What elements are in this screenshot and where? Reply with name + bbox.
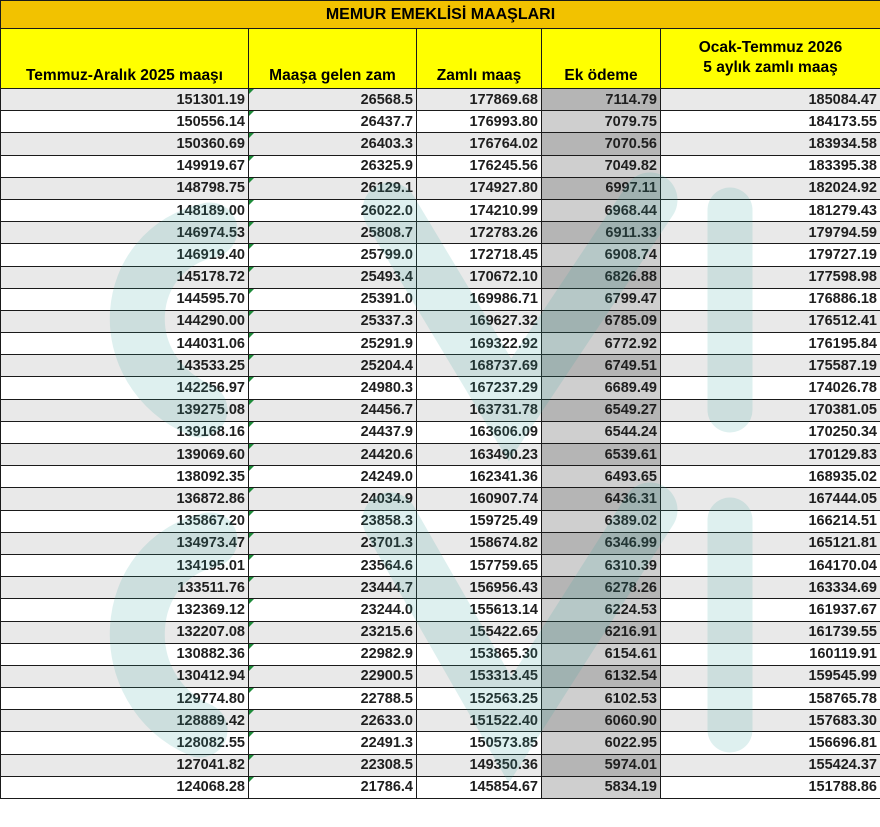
cell-temmuz-aralik-2025[interactable]: 130882.36 — [1, 643, 249, 665]
cell-maasa-gelen-zam[interactable]: 24420.6 — [249, 444, 417, 466]
cell-zamli-maas[interactable]: 153313.45 — [417, 665, 542, 687]
table-row — [1, 155, 880, 177]
cell-temmuz-aralik-2025[interactable]: 151301.19 — [1, 89, 249, 111]
cell-ek-odeme[interactable]: 5974.01 — [542, 754, 661, 776]
table-row — [1, 577, 880, 599]
cell-zamli-maas[interactable]: 151522.40 — [417, 710, 542, 732]
header-temmuz-aralik-2025[interactable]: Temmuz-Aralık 2025 maaşı — [1, 29, 249, 89]
table-row — [1, 621, 880, 643]
cell-maasa-gelen-zam[interactable]: 22900.5 — [249, 665, 417, 687]
cell-ocak-temmuz-2026[interactable]: 182024.92 — [661, 177, 880, 199]
cell-maasa-gelen-zam[interactable]: 26568.5 — [249, 89, 417, 111]
cell-maasa-gelen-zam[interactable]: 25799.0 — [249, 244, 417, 266]
cell-ocak-temmuz-2026[interactable]: 179794.59 — [661, 222, 880, 244]
cell-zamli-maas[interactable]: 159725.49 — [417, 510, 542, 532]
cell-zamli-maas[interactable]: 169322.92 — [417, 333, 542, 355]
table-row — [1, 399, 880, 421]
cell-ocak-temmuz-2026[interactable]: 176886.18 — [661, 288, 880, 310]
cell-temmuz-aralik-2025[interactable]: 150556.14 — [1, 111, 249, 133]
table-row — [1, 421, 880, 443]
cell-temmuz-aralik-2025[interactable]: 144290.00 — [1, 310, 249, 332]
cell-temmuz-aralik-2025[interactable]: 134195.01 — [1, 554, 249, 576]
header-zamli-maas[interactable]: Zamlı maaş — [417, 29, 542, 89]
cell-ek-odeme[interactable]: 6772.92 — [542, 333, 661, 355]
cell-ek-odeme[interactable]: 6908.74 — [542, 244, 661, 266]
table-row — [1, 333, 880, 355]
cell-maasa-gelen-zam[interactable]: 26022.0 — [249, 199, 417, 221]
header-maasa-gelen-zam[interactable]: Maaşa gelen zam — [249, 29, 417, 89]
cell-temmuz-aralik-2025[interactable]: 127041.82 — [1, 754, 249, 776]
cell-ocak-temmuz-2026[interactable]: 175587.19 — [661, 355, 880, 377]
cell-maasa-gelen-zam[interactable]: 23244.0 — [249, 599, 417, 621]
title-row — [1, 1, 880, 29]
cell-zamli-maas[interactable]: 152563.25 — [417, 688, 542, 710]
cell-zamli-maas[interactable]: 155613.14 — [417, 599, 542, 621]
cell-ek-odeme[interactable]: 6132.54 — [542, 665, 661, 687]
cell-ek-odeme[interactable]: 6826.88 — [542, 266, 661, 288]
cell-temmuz-aralik-2025[interactable]: 132369.12 — [1, 599, 249, 621]
cell-temmuz-aralik-2025[interactable]: 133511.76 — [1, 577, 249, 599]
cell-ocak-temmuz-2026[interactable]: 170381.05 — [661, 399, 880, 421]
cell-temmuz-aralik-2025[interactable]: 128889.42 — [1, 710, 249, 732]
cell-ek-odeme[interactable]: 6689.49 — [542, 377, 661, 399]
cell-temmuz-aralik-2025[interactable]: 144595.70 — [1, 288, 249, 310]
cell-ocak-temmuz-2026[interactable]: 183934.58 — [661, 133, 880, 155]
cell-zamli-maas[interactable]: 162341.36 — [417, 466, 542, 488]
cell-ek-odeme[interactable]: 6022.95 — [542, 732, 661, 754]
cell-ek-odeme[interactable]: 7114.79 — [542, 89, 661, 111]
table-row — [1, 488, 880, 510]
cell-maasa-gelen-zam[interactable]: 25337.3 — [249, 310, 417, 332]
cell-temmuz-aralik-2025[interactable]: 143533.25 — [1, 355, 249, 377]
cell-zamli-maas[interactable]: 176245.56 — [417, 155, 542, 177]
cell-ek-odeme[interactable]: 6216.91 — [542, 621, 661, 643]
cell-zamli-maas[interactable]: 163606.09 — [417, 421, 542, 443]
cell-temmuz-aralik-2025[interactable]: 149919.67 — [1, 155, 249, 177]
table-row — [1, 643, 880, 665]
header-ocak-temmuz-2026-line2: 5 aylık zamlı maaş — [703, 58, 838, 76]
cell-maasa-gelen-zam[interactable]: 24980.3 — [249, 377, 417, 399]
cell-temmuz-aralik-2025[interactable]: 148189.00 — [1, 199, 249, 221]
cell-zamli-maas[interactable]: 169627.32 — [417, 310, 542, 332]
table-row — [1, 688, 880, 710]
table-row — [1, 355, 880, 377]
cell-zamli-maas[interactable]: 153865.30 — [417, 643, 542, 665]
cell-ocak-temmuz-2026[interactable]: 179727.19 — [661, 244, 880, 266]
header-ocak-temmuz-2026-line1: Ocak-Temmuz 2026 — [698, 38, 843, 56]
cell-ek-odeme[interactable]: 5834.19 — [542, 776, 661, 798]
cell-maasa-gelen-zam[interactable]: 25204.4 — [249, 355, 417, 377]
cell-maasa-gelen-zam[interactable]: 25493.4 — [249, 266, 417, 288]
table-row — [1, 133, 880, 155]
cell-zamli-maas[interactable]: 176993.80 — [417, 111, 542, 133]
table-row — [1, 532, 880, 554]
cell-maasa-gelen-zam[interactable]: 24249.0 — [249, 466, 417, 488]
cell-maasa-gelen-zam[interactable]: 24437.9 — [249, 421, 417, 443]
table-row — [1, 732, 880, 754]
cell-temmuz-aralik-2025[interactable]: 124068.28 — [1, 776, 249, 798]
cell-ocak-temmuz-2026[interactable]: 155424.37 — [661, 754, 880, 776]
cell-ek-odeme[interactable]: 7070.56 — [542, 133, 661, 155]
cell-maasa-gelen-zam[interactable]: 22982.9 — [249, 643, 417, 665]
cell-zamli-maas[interactable]: 150573.85 — [417, 732, 542, 754]
cell-temmuz-aralik-2025[interactable]: 129774.80 — [1, 688, 249, 710]
table-row — [1, 111, 880, 133]
cell-ek-odeme[interactable]: 6389.02 — [542, 510, 661, 532]
cell-maasa-gelen-zam[interactable]: 23444.7 — [249, 577, 417, 599]
cell-ocak-temmuz-2026[interactable]: 166214.51 — [661, 510, 880, 532]
cell-ocak-temmuz-2026[interactable]: 170129.83 — [661, 444, 880, 466]
cell-zamli-maas[interactable]: 174927.80 — [417, 177, 542, 199]
table-row — [1, 665, 880, 687]
cell-maasa-gelen-zam[interactable]: 21786.4 — [249, 776, 417, 798]
cell-zamli-maas[interactable]: 163731.78 — [417, 399, 542, 421]
cell-ocak-temmuz-2026[interactable]: 160119.91 — [661, 643, 880, 665]
cell-ek-odeme[interactable]: 6785.09 — [542, 310, 661, 332]
cell-maasa-gelen-zam[interactable]: 26437.7 — [249, 111, 417, 133]
cell-zamli-maas[interactable]: 163490.23 — [417, 444, 542, 466]
cell-temmuz-aralik-2025[interactable]: 135867.20 — [1, 510, 249, 532]
cell-ek-odeme[interactable]: 6102.53 — [542, 688, 661, 710]
cell-temmuz-aralik-2025[interactable]: 146974.53 — [1, 222, 249, 244]
cell-ocak-temmuz-2026[interactable]: 176195.84 — [661, 333, 880, 355]
table-row — [1, 266, 880, 288]
table-row — [1, 776, 880, 798]
cell-maasa-gelen-zam[interactable]: 25291.9 — [249, 333, 417, 355]
cell-maasa-gelen-zam[interactable]: 22633.0 — [249, 710, 417, 732]
cell-ek-odeme[interactable]: 6346.99 — [542, 532, 661, 554]
cell-ocak-temmuz-2026[interactable]: 176512.41 — [661, 310, 880, 332]
cell-zamli-maas[interactable]: 149350.36 — [417, 754, 542, 776]
cell-zamli-maas[interactable]: 174210.99 — [417, 199, 542, 221]
table-row — [1, 288, 880, 310]
cell-zamli-maas[interactable]: 167237.29 — [417, 377, 542, 399]
cell-temmuz-aralik-2025[interactable]: 146919.40 — [1, 244, 249, 266]
cell-ek-odeme[interactable]: 6310.39 — [542, 554, 661, 576]
cell-ocak-temmuz-2026[interactable]: 181279.43 — [661, 199, 880, 221]
cell-temmuz-aralik-2025[interactable]: 139168.16 — [1, 421, 249, 443]
cell-maasa-gelen-zam[interactable]: 23858.3 — [249, 510, 417, 532]
table-row — [1, 554, 880, 576]
cell-zamli-maas[interactable]: 169986.71 — [417, 288, 542, 310]
cell-ocak-temmuz-2026[interactable]: 163334.69 — [661, 577, 880, 599]
cell-ek-odeme[interactable]: 6278.26 — [542, 577, 661, 599]
cell-ek-odeme[interactable]: 6060.90 — [542, 710, 661, 732]
cell-zamli-maas[interactable]: 155422.65 — [417, 621, 542, 643]
table-row — [1, 599, 880, 621]
cell-maasa-gelen-zam[interactable]: 23701.3 — [249, 532, 417, 554]
cell-zamli-maas[interactable]: 160907.74 — [417, 488, 542, 510]
cell-ocak-temmuz-2026[interactable]: 165121.81 — [661, 532, 880, 554]
cell-zamli-maas[interactable]: 158674.82 — [417, 532, 542, 554]
table-body — [1, 89, 880, 799]
cell-ocak-temmuz-2026[interactable]: 174026.78 — [661, 377, 880, 399]
cell-ek-odeme[interactable]: 6911.33 — [542, 222, 661, 244]
table-row — [1, 89, 880, 111]
cell-temmuz-aralik-2025[interactable]: 150360.69 — [1, 133, 249, 155]
cell-zamli-maas[interactable]: 170672.10 — [417, 266, 542, 288]
cell-temmuz-aralik-2025[interactable]: 148798.75 — [1, 177, 249, 199]
cell-maasa-gelen-zam[interactable]: 22491.3 — [249, 732, 417, 754]
cell-temmuz-aralik-2025[interactable]: 134973.47 — [1, 532, 249, 554]
cell-maasa-gelen-zam[interactable]: 26325.9 — [249, 155, 417, 177]
cell-temmuz-aralik-2025[interactable]: 136872.86 — [1, 488, 249, 510]
table-row — [1, 310, 880, 332]
cell-ocak-temmuz-2026[interactable]: 168935.02 — [661, 466, 880, 488]
cell-temmuz-aralik-2025[interactable]: 142256.97 — [1, 377, 249, 399]
cell-maasa-gelen-zam[interactable]: 23215.6 — [249, 621, 417, 643]
table-row — [1, 177, 880, 199]
cell-temmuz-aralik-2025[interactable]: 145178.72 — [1, 266, 249, 288]
cell-ocak-temmuz-2026[interactable]: 151788.86 — [661, 776, 880, 798]
table-row — [1, 199, 880, 221]
table-row — [1, 710, 880, 732]
table-title[interactable]: MEMUR EMEKLİSİ MAAŞLARI — [1, 1, 880, 29]
cell-temmuz-aralik-2025[interactable]: 139275.08 — [1, 399, 249, 421]
cell-ek-odeme[interactable]: 6224.53 — [542, 599, 661, 621]
cell-ek-odeme[interactable]: 6544.24 — [542, 421, 661, 443]
cell-ek-odeme[interactable]: 6436.31 — [542, 488, 661, 510]
cell-ocak-temmuz-2026[interactable]: 167444.05 — [661, 488, 880, 510]
cell-ocak-temmuz-2026[interactable]: 161937.67 — [661, 599, 880, 621]
cell-maasa-gelen-zam[interactable]: 25391.0 — [249, 288, 417, 310]
cell-zamli-maas[interactable]: 168737.69 — [417, 355, 542, 377]
table-row — [1, 754, 880, 776]
cell-ocak-temmuz-2026[interactable]: 185084.47 — [661, 89, 880, 111]
cell-ocak-temmuz-2026[interactable]: 184173.55 — [661, 111, 880, 133]
header-row — [1, 29, 880, 89]
cell-maasa-gelen-zam[interactable]: 26129.1 — [249, 177, 417, 199]
header-ek-odeme[interactable]: Ek ödeme — [542, 29, 661, 89]
table-row — [1, 377, 880, 399]
cell-ocak-temmuz-2026[interactable]: 161739.55 — [661, 621, 880, 643]
cell-maasa-gelen-zam[interactable]: 22788.5 — [249, 688, 417, 710]
cell-temmuz-aralik-2025[interactable]: 144031.06 — [1, 333, 249, 355]
cell-temmuz-aralik-2025[interactable]: 132207.08 — [1, 621, 249, 643]
table-row — [1, 510, 880, 532]
cell-zamli-maas[interactable]: 176764.02 — [417, 133, 542, 155]
cell-ocak-temmuz-2026[interactable]: 183395.38 — [661, 155, 880, 177]
cell-temmuz-aralik-2025[interactable]: 138092.35 — [1, 466, 249, 488]
cell-zamli-maas[interactable]: 172718.45 — [417, 244, 542, 266]
cell-ek-odeme[interactable]: 6799.47 — [542, 288, 661, 310]
cell-zamli-maas[interactable]: 157759.65 — [417, 554, 542, 576]
cell-ek-odeme[interactable]: 7079.75 — [542, 111, 661, 133]
cell-ek-odeme[interactable]: 6549.27 — [542, 399, 661, 421]
cell-maasa-gelen-zam[interactable]: 25808.7 — [249, 222, 417, 244]
cell-maasa-gelen-zam[interactable]: 24034.9 — [249, 488, 417, 510]
cell-maasa-gelen-zam[interactable]: 23564.6 — [249, 554, 417, 576]
cell-ek-odeme[interactable]: 6749.51 — [542, 355, 661, 377]
cell-maasa-gelen-zam[interactable]: 24456.7 — [249, 399, 417, 421]
header-ocak-temmuz-2026[interactable] — [661, 29, 880, 89]
cell-ek-odeme[interactable]: 6968.44 — [542, 199, 661, 221]
cell-ek-odeme[interactable]: 6154.61 — [542, 643, 661, 665]
cell-zamli-maas[interactable]: 177869.68 — [417, 89, 542, 111]
cell-ocak-temmuz-2026[interactable]: 156696.81 — [661, 732, 880, 754]
cell-maasa-gelen-zam[interactable]: 26403.3 — [249, 133, 417, 155]
table-row — [1, 222, 880, 244]
cell-ek-odeme[interactable]: 6997.11 — [542, 177, 661, 199]
cell-ocak-temmuz-2026[interactable]: 159545.99 — [661, 665, 880, 687]
cell-zamli-maas[interactable]: 156956.43 — [417, 577, 542, 599]
cell-ek-odeme[interactable]: 6539.61 — [542, 444, 661, 466]
cell-temmuz-aralik-2025[interactable]: 128082.55 — [1, 732, 249, 754]
cell-ocak-temmuz-2026[interactable]: 170250.34 — [661, 421, 880, 443]
table-row — [1, 244, 880, 266]
cell-zamli-maas[interactable]: 172783.26 — [417, 222, 542, 244]
cell-ek-odeme[interactable]: 7049.82 — [542, 155, 661, 177]
cell-ocak-temmuz-2026[interactable]: 157683.30 — [661, 710, 880, 732]
cell-ocak-temmuz-2026[interactable]: 177598.98 — [661, 266, 880, 288]
cell-ocak-temmuz-2026[interactable]: 164170.04 — [661, 554, 880, 576]
table-row — [1, 466, 880, 488]
cell-temmuz-aralik-2025[interactable]: 139069.60 — [1, 444, 249, 466]
cell-ek-odeme[interactable]: 6493.65 — [542, 466, 661, 488]
cell-maasa-gelen-zam[interactable]: 22308.5 — [249, 754, 417, 776]
cell-temmuz-aralik-2025[interactable]: 130412.94 — [1, 665, 249, 687]
cell-zamli-maas[interactable]: 145854.67 — [417, 776, 542, 798]
table-row — [1, 444, 880, 466]
cell-ocak-temmuz-2026[interactable]: 158765.78 — [661, 688, 880, 710]
